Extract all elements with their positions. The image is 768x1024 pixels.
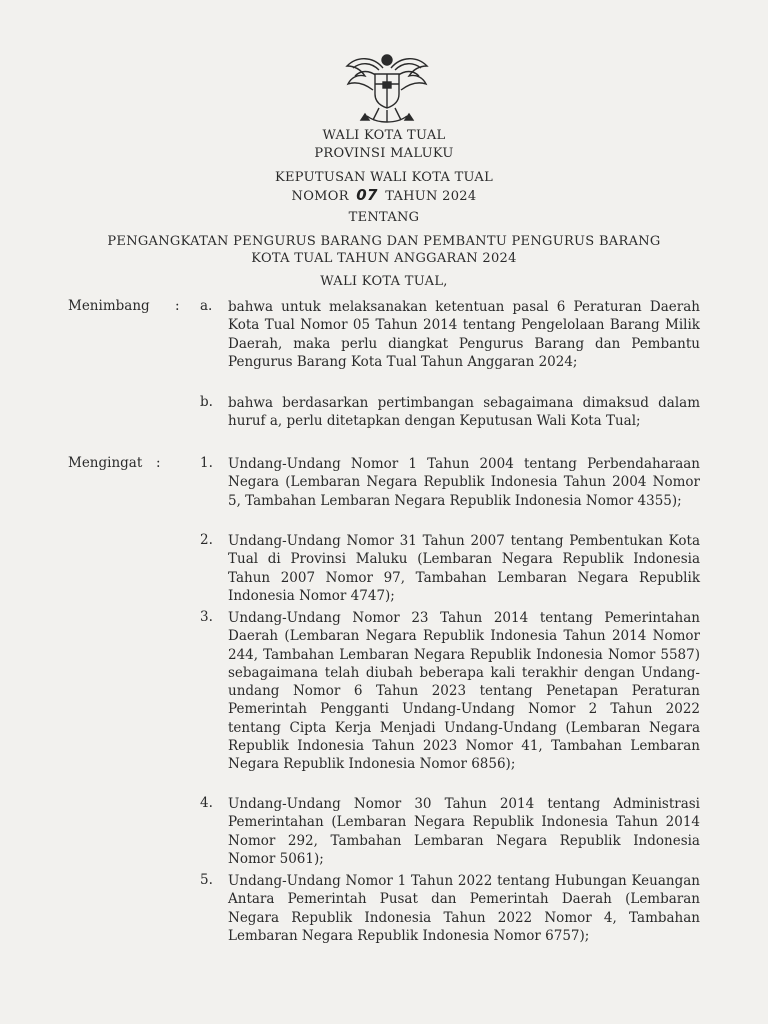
item-marker: 3. (200, 609, 213, 625)
authority-line: WALI KOTA TUAL, (320, 274, 448, 289)
mengingat-item (200, 795, 700, 868)
menimbang-item (200, 394, 700, 431)
item-marker: 5. (200, 872, 213, 888)
mengingat-label: Mengingat (68, 455, 143, 471)
item-text: Undang-Undang Nomor 30 Tahun 2014 tentang Administrasi Pemerintahan (Lembaran Negara Republik Indonesia Tahun 2014 Nomor 292, Tambahan Lembaran Negara Republik Indonesia Nomor 5061); (228, 796, 700, 867)
decision-number (0, 186, 768, 204)
menimbang-item (200, 298, 700, 371)
nomor-year: TAHUN 2024 (385, 189, 477, 204)
item-text: Undang-Undang Nomor 1 Tahun 2004 tentang Perbendaharaan Negara (Lembaran Negara Republik Indonesia Tahun 2004 Nomor 5, Tambahan Lembaran Negara Republik Indonesia Nomor 4355); (228, 456, 700, 509)
issuer-province: PROVINSI MALUKU (314, 146, 454, 161)
mengingat-item (200, 455, 700, 510)
decision-title: KEPUTUSAN WALI KOTA TUAL (274, 170, 494, 185)
nomor-handwritten-number: 07 (356, 186, 378, 204)
item-text: bahwa untuk melaksanakan ketentuan pasal 6 Peraturan Daerah Kota Tual Nomor 05 Tahun 2014 tentang Pengelolaan Barang Milik Daerah, maka perlu diangkat Pengurus Barang dan Pembantu Pengurus Barang Kota Tual Tahun Anggaran 2024; (228, 299, 700, 370)
item-marker: b. (200, 394, 213, 410)
nomor-prefix: NOMOR (291, 189, 349, 204)
subject-line-1: PENGANGKATAN PENGURUS BARANG DAN PEMBANTU PENGURUS BARANG (107, 234, 661, 249)
item-marker: 2. (200, 532, 213, 548)
mengingat-item (200, 872, 700, 945)
item-marker: 4. (200, 795, 213, 811)
item-marker: 1. (200, 455, 213, 471)
subject-line-2: KOTA TUAL TAHUN ANGGARAN 2024 (251, 251, 517, 266)
item-marker: a. (200, 298, 213, 314)
item-text: Undang-Undang Nomor 23 Tahun 2014 tentang Pemerintahan Daerah (Lembaran Negara Republik Indonesia Tahun 2014 Nomor 244, Tambahan Lembaran Negara Republik Indonesia Nomor 5587) sebagaimana telah diubah beberapa kali terakhir dengan Undang-undang Nomor 6 Tahun 2023 tentang Penetapan Peraturan Pemerintah Pengganti Undang-Undang Nomor 2 Tahun 2022 tentang Cipta Kerja Menjadi Undang-Undang (Lembaran Negara Republik Indonesia Tahun 2023 Nomor 41, Tambahan Lembaran Negara Republik Indonesia Nomor 6856); (228, 610, 700, 773)
menimbang-colon: : (175, 298, 180, 314)
garuda-emblem-icon (343, 48, 431, 128)
mengingat-colon: : (156, 455, 161, 471)
menimbang-label: Menimbang (68, 298, 150, 314)
item-text: Undang-Undang Nomor 1 Tahun 2022 tentang Hubungan Keuangan Antara Pemerintah Pusat dan Pemerintah Daerah (Lembaran Negara Republik Indonesia Tahun 2022 Nomor 4, Tambahan Lembaran Negara Republik Indonesia Nomor 6757); (228, 873, 700, 944)
issuer-title: WALI KOTA TUAL (322, 128, 446, 143)
mengingat-item (200, 609, 700, 774)
item-text: bahwa berdasarkan pertimbangan sebagaimana dimaksud dalam huruf a, perlu ditetapkan dengan Keputusan Wali Kota Tual; (228, 395, 700, 430)
item-text: Undang-Undang Nomor 31 Tahun 2007 tentang Pembentukan Kota Tual di Provinsi Maluku (Lembaran Negara Republik Indonesia Tahun 2007 Nomor 97, Tambahan Lembaran Negara Republik Indonesia Nomor 4747); (228, 533, 700, 604)
tentang-heading: TENTANG (348, 210, 420, 225)
mengingat-item (200, 532, 700, 605)
